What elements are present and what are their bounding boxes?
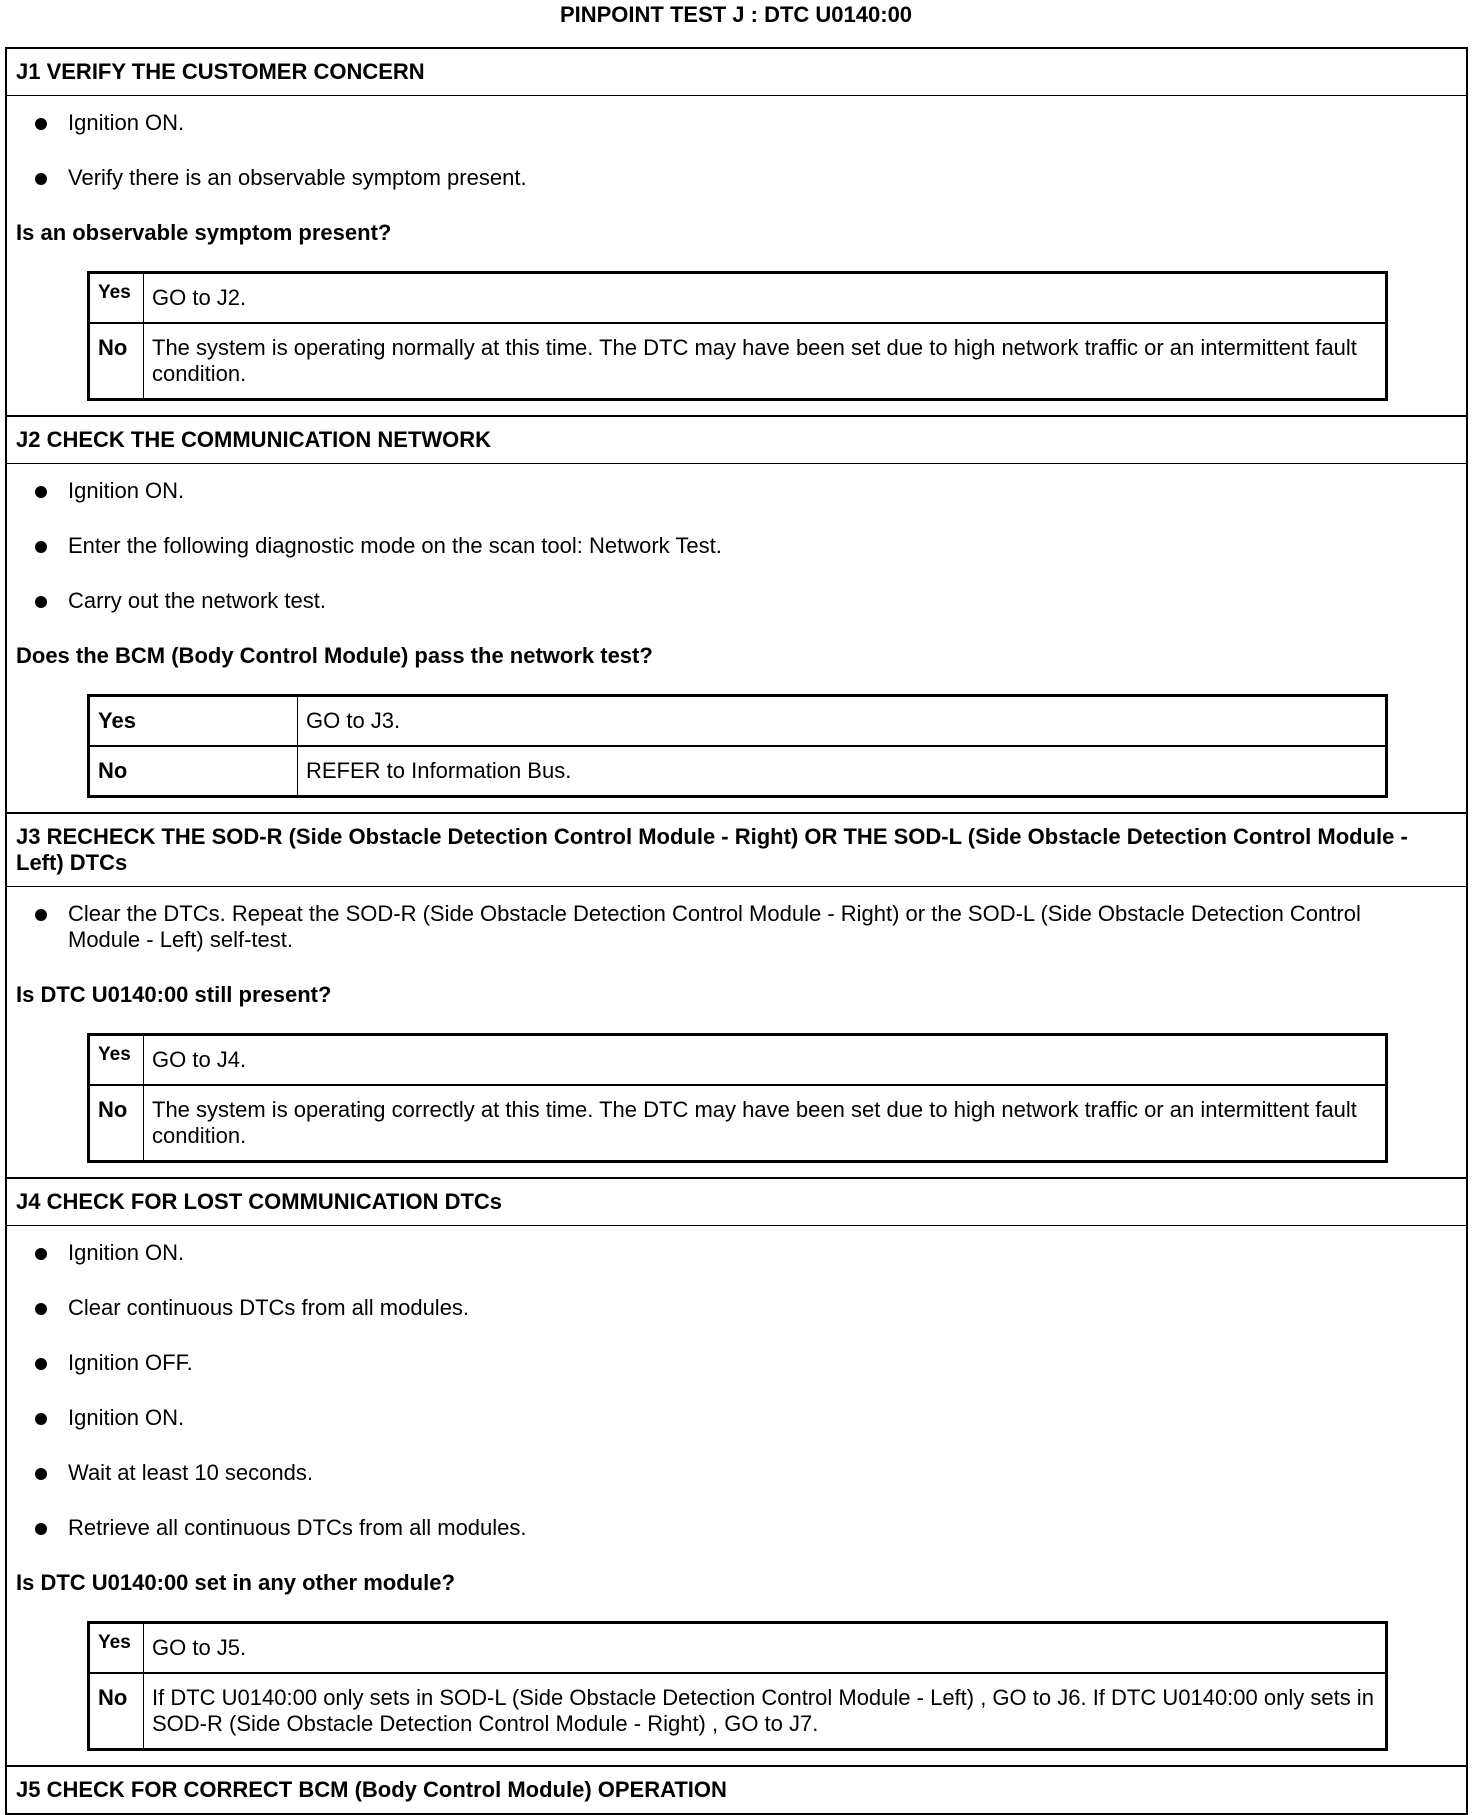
answer-key: No [89,746,298,797]
step-text: Ignition OFF. [68,1350,193,1375]
bullet-icon [35,1248,47,1260]
step-bullet [7,574,1466,629]
answer-row-no [89,323,1387,400]
step-j4 [7,1179,1466,1767]
answer-key: Yes [89,696,298,747]
answer-row-yes [89,696,1387,747]
step-bullet [7,519,1466,574]
bullet-icon [35,1413,47,1425]
step-text: Ignition ON. [68,1405,185,1430]
answer-table [87,1033,1388,1163]
bullet-icon [35,909,47,921]
step-text: Ignition ON. [68,1240,185,1265]
answer-key: No [89,1085,144,1162]
pinpoint-test-table [5,47,1468,1815]
bullet-icon [35,118,47,130]
step-question: Is an observable symptom present? [16,220,392,245]
step-bullet [7,1281,1466,1336]
bullet-icon [35,1468,47,1480]
answer-text: GO to J2. [152,285,247,310]
answer-text: GO to J4. [152,1047,247,1072]
step-text: Ignition ON. [68,110,185,135]
answer-text: GO to J5. [152,1635,247,1660]
answer-key: Yes [89,273,144,324]
answer-key: No [89,1673,144,1750]
answer-table [87,271,1388,401]
answer-text: If DTC U0140:00 only sets in SOD-L (Side Obstacle Detection Control Module - Left) , GO to J6. If DTC U0140:00 only sets in SOD-R (Side Obstacle Detection Control Module - Right) , GO to J7. [144,1673,1387,1750]
step-header: J1 VERIFY THE CUSTOMER CONCERN [7,49,1466,96]
step-bullet [7,464,1466,519]
step-header: J3 RECHECK THE SOD-R (Side Obstacle Detection Control Module - Right) OR THE SOD-L (Side Obstacle Detection Control Module - Left) DTCs [7,814,1466,887]
bullet-icon [35,486,47,498]
answer-table [87,694,1388,798]
step-header: J4 CHECK FOR LOST COMMUNICATION DTCs [7,1179,1466,1226]
bullet-icon [35,1358,47,1370]
step-text: Clear continuous DTCs from all modules. [68,1295,470,1320]
answer-text: REFER to Information Bus. [298,746,1387,797]
bullet-icon [35,1303,47,1315]
answer-row-no [89,1085,1387,1162]
step-j1 [7,49,1466,417]
answer-text: GO to J3. [306,708,401,733]
answer-row-yes [89,1623,1387,1674]
step-text: Wait at least 10 seconds. [68,1460,313,1485]
bullet-icon [35,173,47,185]
answer-row-yes [89,1035,1387,1086]
answer-key: Yes [89,1035,144,1086]
step-j3 [7,814,1466,1179]
step-header: J2 CHECK THE COMMUNICATION NETWORK [7,417,1466,464]
bullet-icon [35,541,47,553]
step-text: Enter the following diagnostic mode on the scan tool: Network Test. [68,533,722,558]
answer-text: The system is operating normally at this time. The DTC may have been set due to high network traffic or an intermittent fault condition. [144,323,1387,400]
step-j5 [7,1767,1466,1815]
step-text: Verify there is an observable symptom present. [68,165,527,190]
step-bullet [7,1336,1466,1391]
step-j2 [7,417,1466,814]
bullet-icon [35,1523,47,1535]
step-question: Is DTC U0140:00 set in any other module? [16,1570,455,1595]
step-bullet [7,96,1466,151]
step-text: Carry out the network test. [68,588,326,613]
step-question: Does the BCM (Body Control Module) pass the network test? [16,643,653,668]
step-bullet [7,1226,1466,1281]
step-bullet [7,1391,1466,1446]
answer-row-yes [89,273,1387,324]
step-header: J5 CHECK FOR CORRECT BCM (Body Control Module) OPERATION [16,1777,727,1802]
bullet-icon [35,596,47,608]
answer-table [87,1621,1388,1751]
step-bullet [7,1446,1466,1501]
answer-key: No [89,323,144,400]
step-text: Ignition ON. [68,478,185,503]
step-bullet [7,151,1466,206]
step-text: Retrieve all continuous DTCs from all modules. [68,1515,527,1540]
answer-text: The system is operating correctly at this time. The DTC may have been set due to high network traffic or an intermittent fault condition. [144,1085,1387,1162]
page-title: PINPOINT TEST J : DTC U0140:00 [559,2,913,27]
step-bullet [7,1501,1466,1556]
step-bullet [7,887,1466,968]
answer-key: Yes [89,1623,144,1674]
step-question: Is DTC U0140:00 still present? [16,982,332,1007]
answer-row-no [89,746,1387,797]
step-text: Clear the DTCs. Repeat the SOD-R (Side Obstacle Detection Control Module - Right) or the SOD-L (Side Obstacle Detection Control Module - Left) self-test. [68,901,1361,952]
answer-row-no [89,1673,1387,1750]
